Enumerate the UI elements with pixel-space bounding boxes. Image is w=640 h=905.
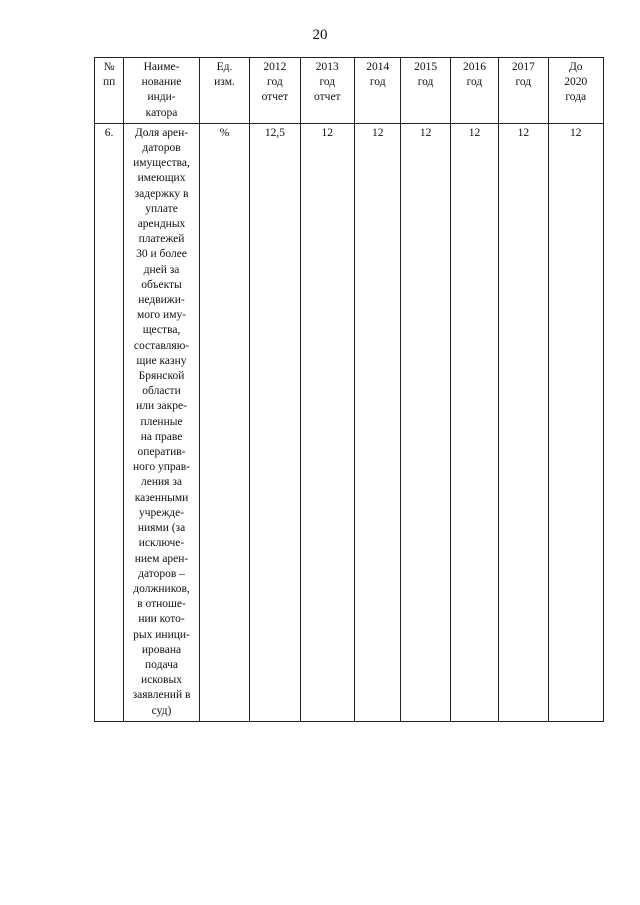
header-2014: 2014 год — [355, 58, 401, 124]
row-value-2015: 12 — [401, 123, 450, 721]
header-number: № пп — [95, 58, 124, 124]
table-row — [95, 123, 604, 721]
row-value-2017: 12 — [499, 123, 548, 721]
indicators-table — [94, 57, 604, 722]
header-2013: 2013 год отчет — [300, 58, 354, 124]
header-2012: 2012 год отчет — [250, 58, 300, 124]
row-value-2012: 12,5 — [250, 123, 300, 721]
row-value-2020: 12 — [548, 123, 604, 721]
row-unit: % — [199, 123, 249, 721]
row-value-2016: 12 — [450, 123, 498, 721]
header-indicator-name: Наиме- нование инди- катора — [124, 58, 200, 124]
header-2016: 2016 год — [450, 58, 498, 124]
header-2017: 2017 год — [499, 58, 548, 124]
row-indicator-name: Доля арен- даторов имущества, имеющих задержку в уплате арендных платежей 30 и более дней за объекты недвижи- мого иму- щества, составляю- щие казну Брянской области или закре- пленные на праве оператив- ного управ- ления за казенными учрежде- ниями (за исключе- нием арен- даторов – должников, в отноше- нии кото- рых иници- ирована подача исковых заявлений в суд) — [124, 123, 200, 721]
row-value-2013: 12 — [300, 123, 354, 721]
row-value-2014: 12 — [355, 123, 401, 721]
table-header-row — [95, 58, 604, 124]
page-number: 20 — [312, 27, 328, 43]
header-2015: 2015 год — [401, 58, 450, 124]
header-2020: До 2020 года — [548, 58, 604, 124]
row-number: 6. — [95, 123, 124, 721]
header-unit: Ед. изм. — [199, 58, 249, 124]
